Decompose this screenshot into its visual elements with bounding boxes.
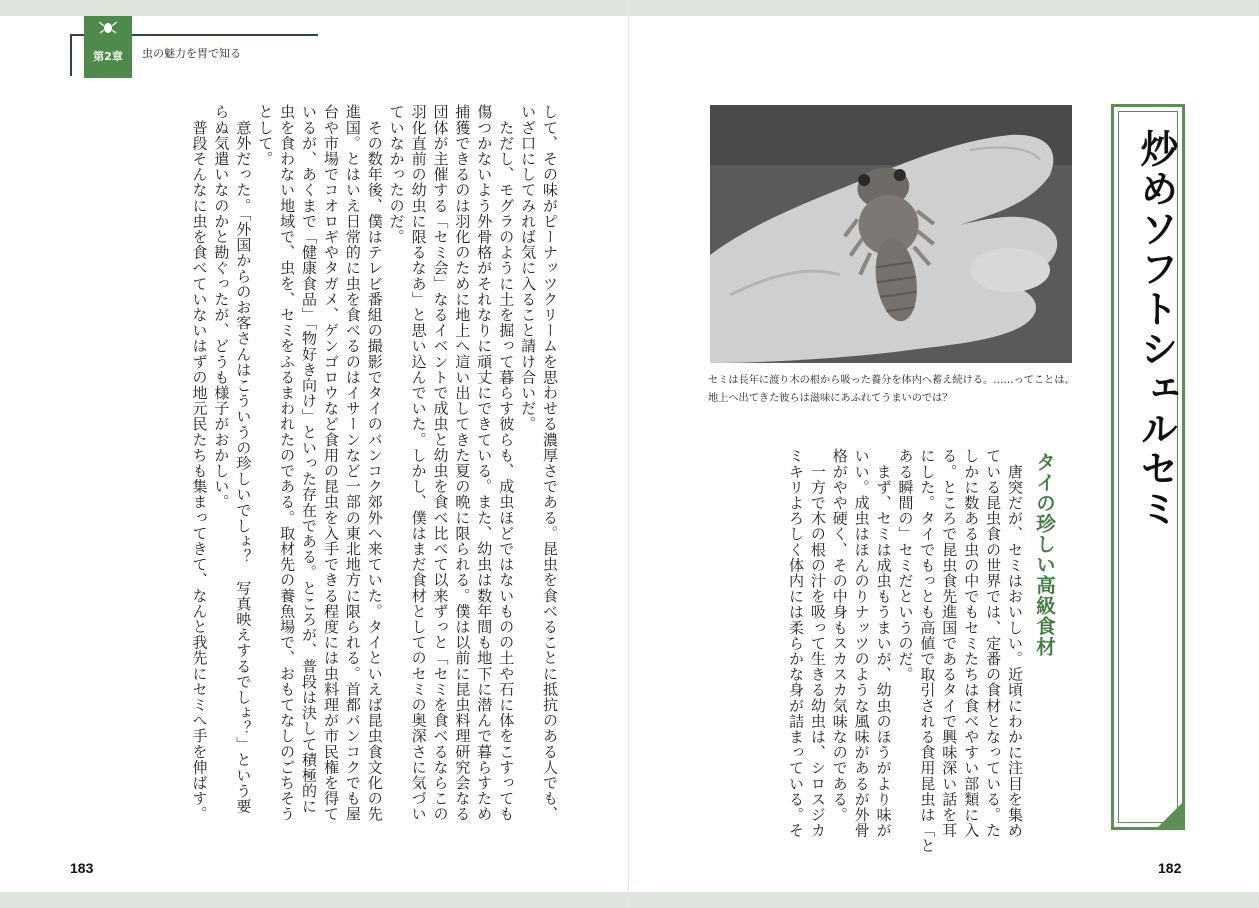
body-line: いるが、あくまで「健康食品」「物好き向け」といった存在である。ところが、普段は決して積極的に	[300, 104, 319, 815]
article-title-box	[1111, 104, 1185, 830]
body-line: ある瞬間の」セミだというのだ。	[896, 448, 915, 682]
body-line: 進国。とはいえ日常的に虫を食べるのはイサーンなど一部の東北地方に限られる。首都バンコクでも屋	[343, 104, 362, 822]
body-line: 捕獲できるのは羽化のために地上へ這い出してきた夏の晩に限られる。僕は以前に昆虫料理研究会なる	[453, 104, 472, 822]
page-gutter	[628, 0, 629, 908]
article-title: 炒めソフトシェルセミ	[1134, 129, 1178, 529]
bottom-band	[0, 892, 1259, 908]
body-line: として。	[256, 104, 275, 167]
title-corner-triangle	[1158, 803, 1182, 827]
page-number-right: 182	[1158, 860, 1182, 876]
body-line: 羽化直前の幼虫に限るなあ」と思い込んでいた。しかし、僕はまだ食材としてのセミの奥深さに気づい	[409, 104, 428, 822]
body-line: 虫を食わない地域で、虫を、セミをふるまわれたのである。取材先の養魚場で、おもてなしのごちそう	[278, 104, 297, 822]
body-line: 唐突だが、セミはおいしい。近頃にわかに注目を集め	[1006, 448, 1024, 838]
body-line: 格がやや硬く、その中身もスカスカ気味なのである。	[830, 448, 849, 823]
cicada-icon	[99, 20, 117, 37]
body-line: る。ところで昆虫食先進国であるタイで興味深い話を耳	[940, 448, 959, 838]
body-line: 団体が主催する「セミ会」なるイベントで成虫と幼虫を食べ比べて以来ずっと「セミを食べるならこの	[431, 104, 450, 822]
body-line: ている昆虫食の世界では、定番の食材となっている。た	[984, 448, 1003, 838]
photo-caption: セミは長年に渡り木の根から吸った養分を体内へ蓄え続ける。……ってことは、地上へ出てきた彼らは滋味にあふれてうまいのでは？	[708, 375, 1075, 404]
body-line: いい。成虫はほんのりナッツのような風味があるが外骨	[852, 448, 871, 838]
page-number-left: 183	[70, 860, 94, 876]
body-line: らぬ気遣いなのかと勘ぐったが、どうも様子がおかしい。	[212, 104, 231, 510]
body-line: 一方で木の根の汁を吸って生きる幼虫は、シロスジカ	[808, 448, 827, 838]
section-subheading: タイの珍しい高級食材	[1033, 452, 1056, 657]
body-line: して、その味がピーナッツクリームを思わせる濃厚さである。昆虫を食べることに抵抗のある人でも、	[541, 104, 559, 822]
chapter-title: 虫の魅力を胃で知る	[142, 47, 241, 60]
cicada-nymph-photo	[710, 105, 1072, 363]
body-line: 普段そんなに虫を食べていないはずの地元民たちも集まってきて、なんと我先にセミへ手を伸ばす。	[190, 104, 209, 822]
right-page-body	[705, 448, 1025, 854]
body-line: にした。タイでもっとも高値で取引される食用昆虫は「と	[918, 448, 937, 854]
top-band	[0, 0, 1259, 16]
body-line: ただし、モグラのように土を掘って暮らす彼らも、成虫ほどではないものの土や石に体をこすっても	[497, 104, 516, 822]
left-page-body	[60, 104, 560, 824]
body-line: その数年後、僕はテレビ番組の撮影でタイのバンコク郊外へ来ていた。タイといえば昆虫食文化の先	[365, 104, 384, 822]
body-line: まず、セミは成虫もうまいが、幼虫のほうがより味が	[874, 448, 893, 838]
body-line: しかに数ある虫の中でもセミたちは食べやすい部類に入	[962, 448, 981, 838]
body-line: 意外だった。「外国からのお客さんはこういうの珍しいでしょ？ 写真映えするでしょ？」という要	[234, 104, 253, 815]
chapter-tab	[84, 16, 132, 78]
chapter-number: 第2章	[93, 50, 123, 63]
body-line: いざ口にしてみれば気に入ること請け合いだ。	[519, 104, 538, 432]
body-line: ミキリよろしく体内には柔らかな身が詰まっている。そ	[786, 448, 805, 838]
body-line: 傷つかないよう外骨格がそれなりに頑丈にできている。また、幼虫は数年間も地下に潜んで暮らすため	[475, 104, 494, 822]
body-line: ていなかったのだ。	[387, 104, 406, 245]
body-line: 台や市場でコオロギやタガメ、ゲンゴロウなど食用の昆虫を入手できる程度には虫料理が市民権を得て	[321, 104, 340, 822]
